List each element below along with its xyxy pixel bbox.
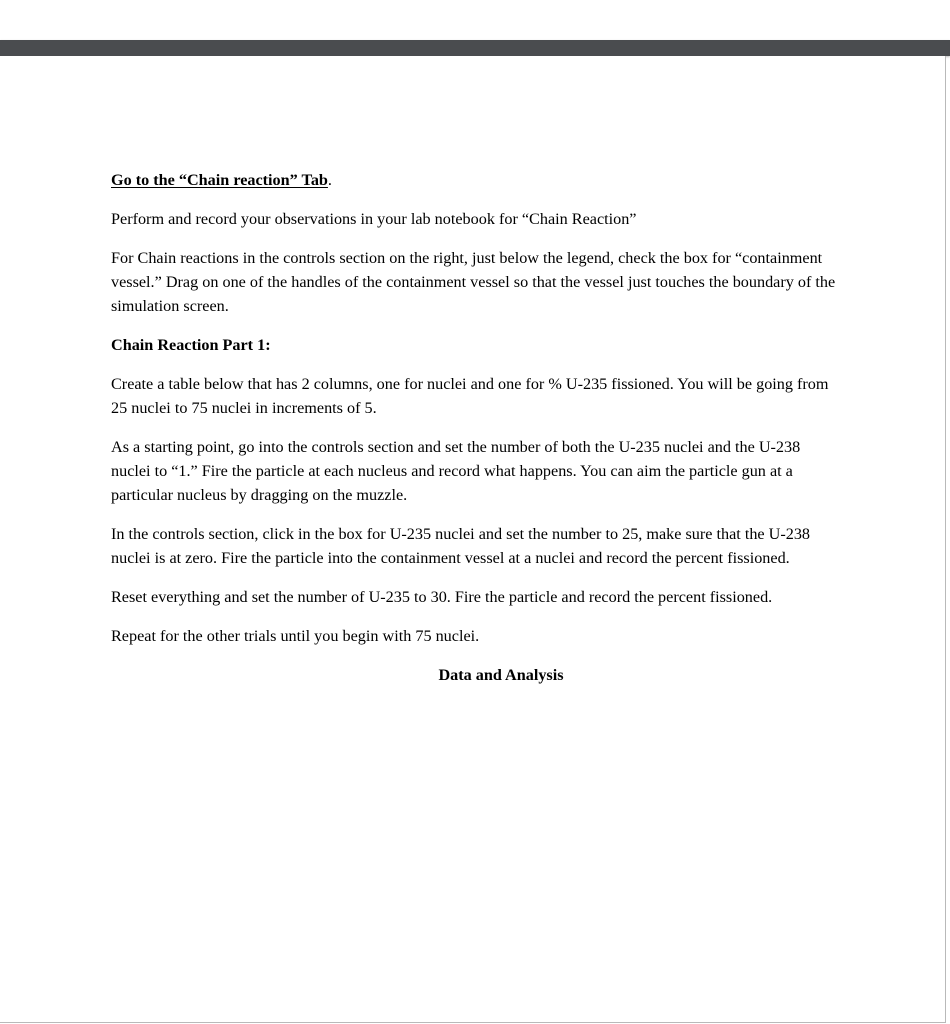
paragraph-starting-point: As a starting point, go into the controls section and set the number of both the U-235 nuclei and the U-238 nuclei to “1.” Fire the particle at each nucleus and record what happens. You can aim the particle gun at a particular nucleus by dragging on the muzzle. [111,438,801,504]
data-analysis-heading: Data and Analysis [438,666,564,684]
viewer-top-area [0,0,950,40]
paragraph-reset: Reset everything and set the number of U-235 to 30. Fire the particle and record the percent fissioned. [111,588,773,606]
document-page [0,56,946,1023]
page-divider-bar [0,40,950,56]
chain-reaction-tab-title: Go to the “Chain reaction” Tab [111,171,328,189]
part1-heading: Chain Reaction Part 1: [111,336,271,354]
heading-period: . [327,171,332,189]
paragraph-create-table: Create a table below that has 2 columns, one for nuclei and one for % U-235 fissioned. You will be going from 25 nuclei to 75 nuclei in increments of 5. [111,375,829,417]
paragraph-controls-section: In the controls section, click in the box for U-235 nuclei and set the number to 25, make sure that the U-238 nuclei is at zero. Fire the particle into the containment vessel at a nuclei and record the percent fissioned. [111,525,811,567]
paragraph-observations: Perform and record your observations in your lab notebook for “Chain Reaction” [111,210,637,228]
chain-reaction-tab-heading [111,168,841,192]
paragraph-repeat: Repeat for the other trials until you begin with 75 nuclei. [111,627,480,645]
document-content [111,168,841,702]
paragraph-containment-vessel: For Chain reactions in the controls section on the right, just below the legend, check the box for “containment vessel.” Drag on one of the handles of the containment vessel so that the vessel just touches the boundary of the simulation screen. [111,249,836,315]
